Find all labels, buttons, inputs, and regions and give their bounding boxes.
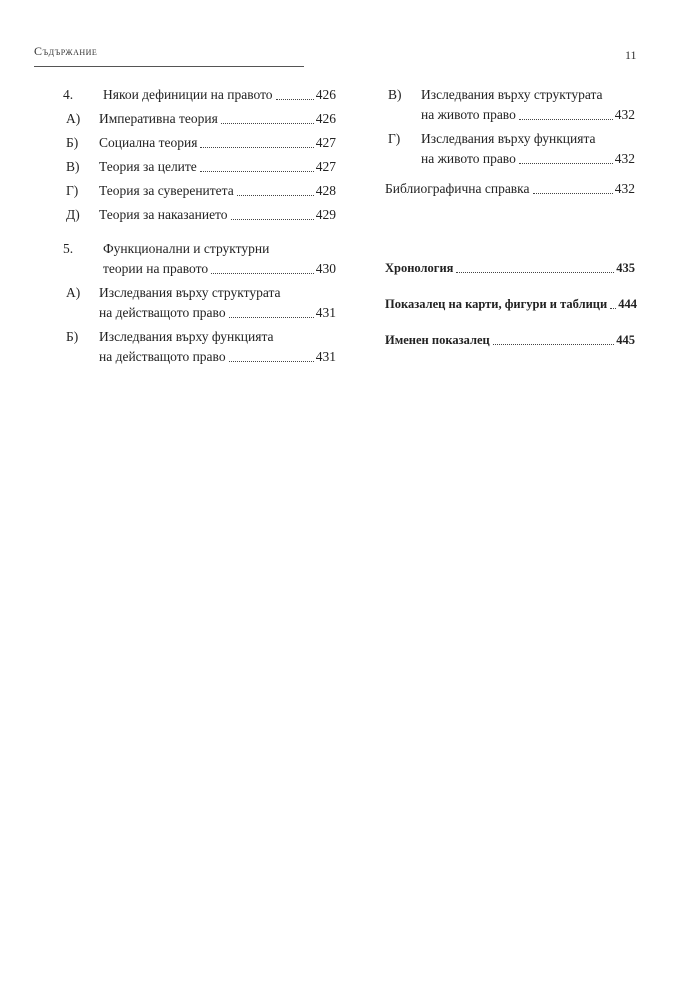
- dot-leader: [200, 170, 314, 172]
- page-ref: 426: [315, 111, 336, 126]
- toc-item[interactable]: [385, 129, 635, 169]
- item-label: А): [66, 111, 81, 126]
- dot-leader: [229, 316, 314, 318]
- toc-left-column: [63, 85, 336, 367]
- dot-leader: [211, 272, 314, 274]
- item-title-line: Изследвания върху структурата: [421, 87, 603, 102]
- item-title-line: на живото право: [421, 107, 516, 122]
- item-title-line: на живото право: [421, 151, 516, 166]
- page-ref: 432: [614, 181, 635, 196]
- item-title: Показалец на карти, фигури и таблици: [385, 297, 608, 311]
- toc-back-matter-item[interactable]: [385, 294, 635, 314]
- toc-item[interactable]: [63, 157, 336, 177]
- toc-section-4[interactable]: [63, 85, 336, 105]
- page-ref: 427: [315, 159, 336, 174]
- toc-right-column: [385, 85, 635, 199]
- dot-leader: [237, 194, 314, 196]
- item-title: Теория за наказанието: [99, 207, 228, 222]
- toc-item[interactable]: [63, 181, 336, 201]
- section-number: 5.: [63, 241, 74, 256]
- page-ref: 431: [315, 349, 336, 364]
- item-label: В): [388, 87, 402, 102]
- toc-section-5[interactable]: [63, 239, 336, 279]
- section-title-line: теории на правото: [103, 261, 209, 276]
- page-ref: 435: [616, 261, 635, 275]
- item-label: Б): [66, 135, 79, 150]
- item-title-line: на действащото право: [99, 305, 226, 320]
- page-ref: 430: [315, 261, 336, 276]
- item-title-line: Изследвания върху функцията: [421, 131, 596, 146]
- toc-bibliography[interactable]: [385, 179, 635, 199]
- dot-leader: [519, 118, 613, 120]
- header-rule: [34, 66, 304, 67]
- item-label: Г): [66, 183, 79, 198]
- dot-leader: [229, 360, 314, 362]
- item-title: Хронология: [385, 261, 454, 275]
- dot-leader: [231, 218, 314, 220]
- page-ref: 427: [315, 135, 336, 150]
- page-ref: 444: [618, 297, 637, 311]
- running-header: Съдържание: [34, 44, 98, 58]
- dot-leader: [533, 192, 613, 194]
- dot-leader: [493, 343, 615, 345]
- page-ref: 445: [616, 333, 635, 347]
- page-ref: 431: [315, 305, 336, 320]
- toc-item[interactable]: [63, 205, 336, 225]
- item-title: Теория за целите: [99, 159, 197, 174]
- item-title: Императивна теория: [99, 111, 218, 126]
- section-title-line: Функционални и структурни: [103, 241, 270, 256]
- page-number: 11: [625, 48, 637, 62]
- dot-leader: [610, 307, 616, 309]
- page-ref: 429: [315, 207, 336, 222]
- toc-back-matter-item[interactable]: [385, 330, 635, 350]
- toc-back-matter: [385, 258, 635, 366]
- item-label: В): [66, 159, 80, 174]
- item-title: Библиографична справка: [385, 181, 530, 196]
- dot-leader: [456, 271, 614, 273]
- toc-item[interactable]: [63, 109, 336, 129]
- item-label: А): [66, 285, 81, 300]
- toc-item[interactable]: [385, 85, 635, 125]
- toc-back-matter-item[interactable]: [385, 258, 635, 278]
- toc-item[interactable]: [63, 327, 336, 367]
- page-ref: 432: [614, 151, 635, 166]
- item-title: Теория за суверенитета: [99, 183, 234, 198]
- item-label: Б): [66, 329, 79, 344]
- item-label: Г): [388, 131, 401, 146]
- item-title: Социална теория: [99, 135, 198, 150]
- dot-leader: [276, 98, 314, 100]
- page-ref: 426: [315, 87, 336, 102]
- section-title: Някои дефиниции на правото: [103, 87, 273, 102]
- item-title-line: Изследвания върху структурата: [99, 285, 281, 300]
- dot-leader: [519, 162, 613, 164]
- page-ref: 432: [614, 107, 635, 122]
- item-title-line: на действащото право: [99, 349, 226, 364]
- toc-item[interactable]: [63, 133, 336, 153]
- item-label: Д): [66, 207, 80, 222]
- item-title: Именен показалец: [385, 333, 490, 347]
- section-number: 4.: [63, 87, 74, 102]
- dot-leader: [200, 146, 313, 148]
- item-title-line: Изследвания върху функцията: [99, 329, 274, 344]
- page-ref: 428: [315, 183, 336, 198]
- toc-item[interactable]: [63, 283, 336, 323]
- dot-leader: [221, 122, 314, 124]
